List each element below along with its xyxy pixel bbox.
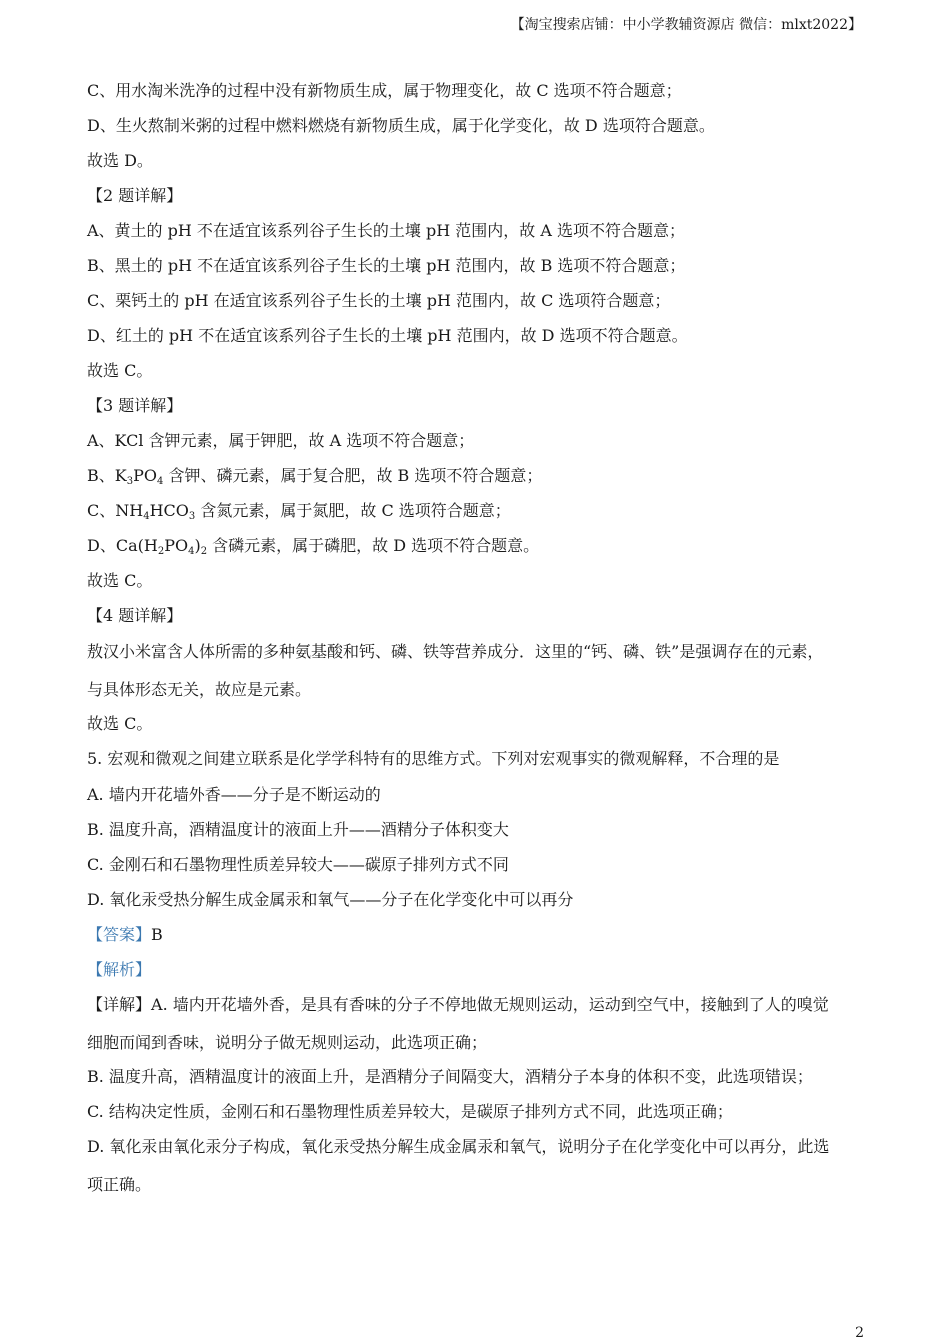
q5-stem: 5. 宏观和微观之间建立联系是化学学科特有的思维方式。下列对宏观事实的微观解释，不合理的是 <box>87 749 780 768</box>
q5-detail-b: B. 温度升高，酒精温度计的液面上升，是酒精分子间隔变大，酒精分子本身的体积不变，此选项错误； <box>87 1067 813 1086</box>
answer-value: B <box>151 925 163 944</box>
q5-option-a: A. 墙内开花墙外香——分子是不断运动的 <box>87 785 381 804</box>
formula-text: D、Ca(H <box>87 536 158 555</box>
q5-detail-a-line-2: 细胞而闻到香味，说明分子做无规则运动，此选项正确； <box>87 1033 488 1052</box>
explanation-text: 含磷元素，属于磷肥，故 D 选项不符合题意。 <box>207 536 540 555</box>
formula-subscript: 2 <box>157 546 165 557</box>
q2-heading: 【2 题详解】 <box>87 186 183 205</box>
q5-detail-c: C. 结构决定性质，金刚石和石墨物理性质差异较大，是碳原子排列方式不同，此选项正确； <box>87 1102 733 1121</box>
store-header: 【淘宝搜索店铺：中小学教辅资源店 微信：mlxt2022】 <box>510 17 862 33</box>
formula-subscript: 4 <box>156 476 164 487</box>
q3-option-a-explanation: A、KCl 含钾元素，属于钾肥，故 A 选项不符合题意； <box>87 431 475 450</box>
q5-answer <box>87 925 163 945</box>
q1-option-c-explanation: C、用水淘米洗净的过程中没有新物质生成，属于物理变化，故 C 选项不符合题意； <box>87 81 682 100</box>
formula-text: C、NH <box>87 501 144 520</box>
formula-text: B、K <box>87 466 127 485</box>
formula-subscript: 2 <box>200 546 208 557</box>
answer-label: 【答案】 <box>87 925 152 944</box>
q4-explanation-line-1: 敖汉小米富含人体所需的多种氨基酸和钙、磷、铁等营养成分．这里的“钙、磷、铁”是强调存在的元素， <box>87 642 824 661</box>
q3-option-b-explanation <box>87 466 542 486</box>
q5-option-d: D. 氧化汞受热分解生成金属汞和氧气——分子在化学变化中可以再分 <box>87 890 574 909</box>
q5-detail-d-line-1: D. 氧化汞由氧化汞分子构成，氧化汞受热分解生成金属汞和氧气，说明分子在化学变化中可以再分，此选 <box>87 1137 830 1156</box>
q3-option-c-explanation <box>87 501 511 521</box>
formula-subscript: 3 <box>126 476 134 487</box>
q5-analysis-label: 【解析】 <box>87 960 152 979</box>
explanation-text: 含氮元素，属于氮肥，故 C 选项符合题意； <box>195 501 511 520</box>
detail-text: A. 墙内开花墙外香，是具有香味的分子不停地做无规则运动，运动到空气中，接触到了人的嗅觉 <box>151 995 829 1014</box>
explanation-text: 含钾、磷元素，属于复合肥，故 B 选项不符合题意； <box>163 466 543 485</box>
q4-explanation-line-2: 与具体形态无关，故应是元素。 <box>87 680 312 699</box>
q1-option-d-explanation: D、生火熬制米粥的过程中燃料燃烧有新物质生成，属于化学变化，故 D 选项符合题意。 <box>87 116 715 135</box>
q2-option-c-explanation: C、栗钙土的 pH 在适宜该系列谷子生长的土壤 pH 范围内，故 C 选项符合题意； <box>87 291 671 310</box>
q3-option-d-explanation <box>87 536 539 556</box>
q2-option-a-explanation: A、黄土的 pH 不在适宜该系列谷子生长的土壤 pH 范围内，故 A 选项不符合题意； <box>87 221 686 240</box>
q2-choice: 故选 C。 <box>87 361 153 380</box>
q2-option-b-explanation: B、黑土的 pH 不在适宜该系列谷子生长的土壤 pH 范围内，故 B 选项不符合题意； <box>87 256 686 275</box>
q1-choice: 故选 D。 <box>87 151 153 170</box>
q5-detail-d-line-2: 项正确。 <box>87 1175 152 1194</box>
formula-text: ) <box>194 536 201 555</box>
q3-choice: 故选 C。 <box>87 571 153 590</box>
formula-subscript: 4 <box>143 511 150 522</box>
q5-detail-a-line-1 <box>87 995 829 1015</box>
detail-label: 【详解】 <box>87 995 152 1014</box>
q5-option-c: C. 金刚石和石墨物理性质差异较大——碳原子排列方式不同 <box>87 855 509 874</box>
formula-text: PO <box>133 466 157 485</box>
q4-choice: 故选 C。 <box>87 714 153 733</box>
formula-text: HCO <box>149 501 189 520</box>
formula-text: PO <box>164 536 189 555</box>
formula-subscript: 3 <box>188 511 196 522</box>
formula-subscript: 4 <box>188 546 195 557</box>
q2-option-d-explanation: D、红土的 pH 不在适宜该系列谷子生长的土壤 pH 范围内，故 D 选项不符合题意。 <box>87 326 688 345</box>
page-number: 2 <box>855 1325 864 1341</box>
q4-heading: 【4 题详解】 <box>87 606 183 625</box>
q5-option-b: B. 温度升高，酒精温度计的液面上升——酒精分子体积变大 <box>87 820 509 839</box>
q3-heading: 【3 题详解】 <box>87 396 183 415</box>
